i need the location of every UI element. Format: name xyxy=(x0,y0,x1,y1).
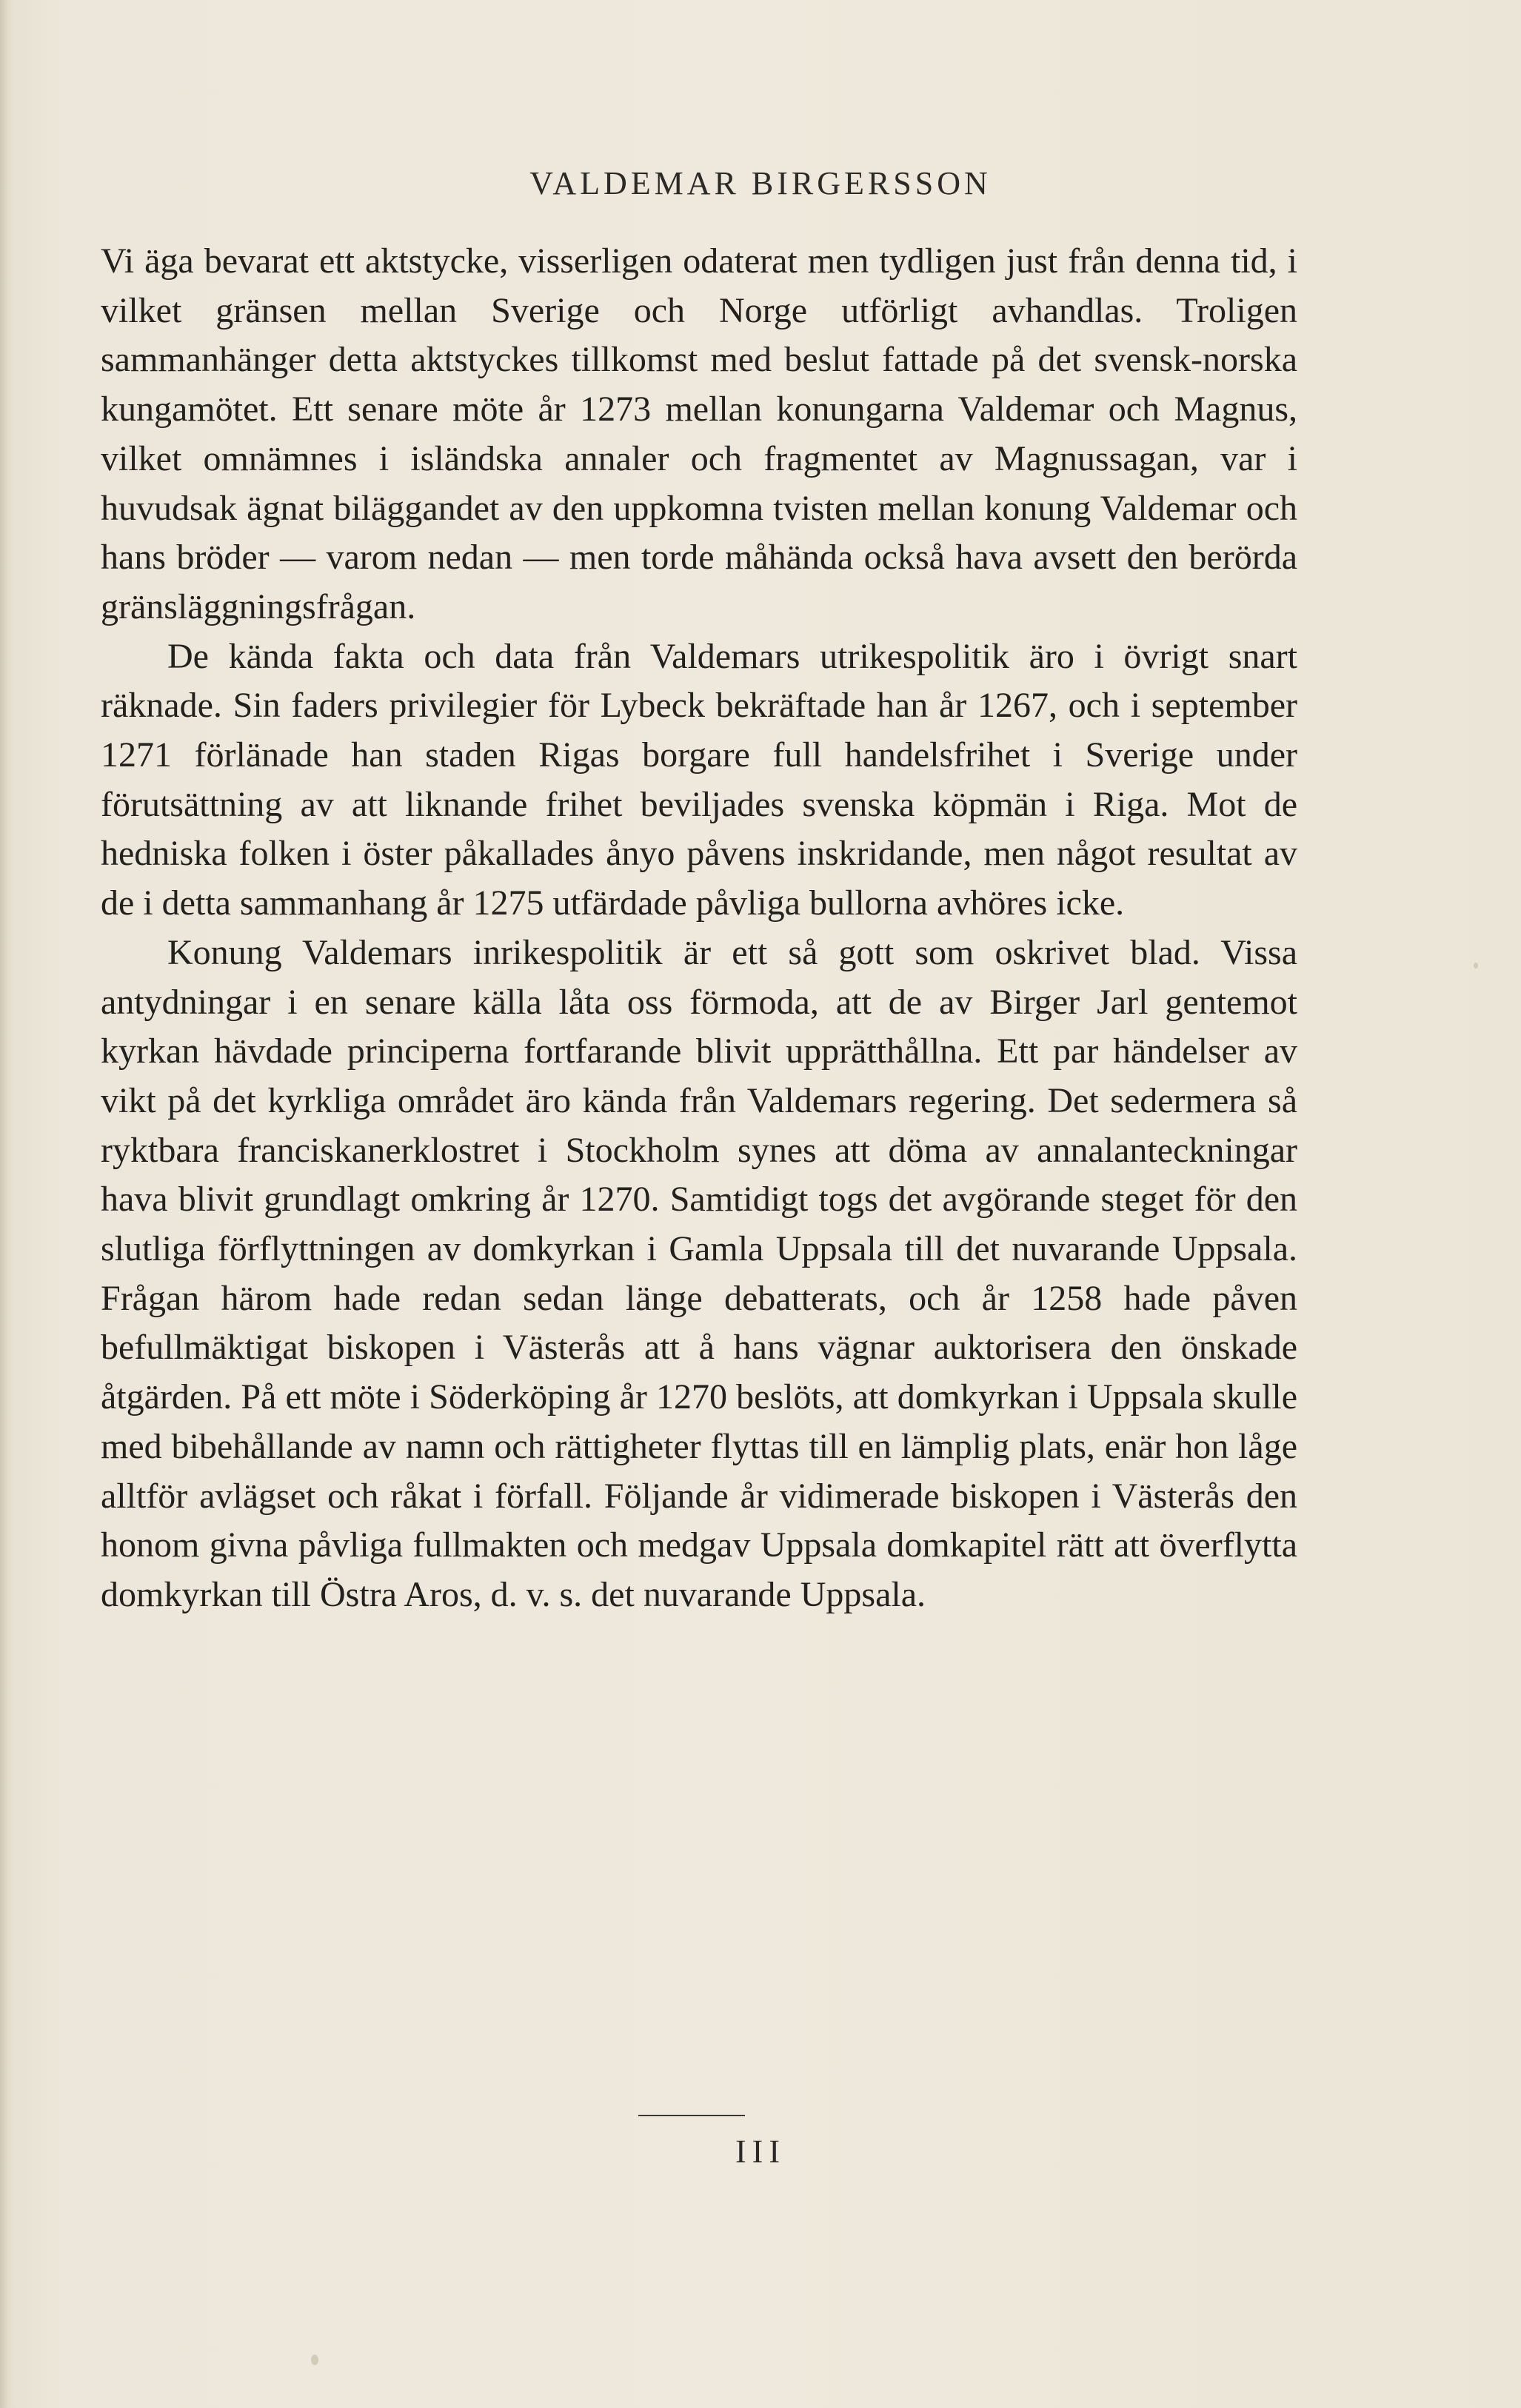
paper-blemish xyxy=(311,2355,318,2365)
page-number: III xyxy=(735,2133,786,2170)
footer-rule xyxy=(638,2115,745,2116)
paper-blemish xyxy=(1474,963,1478,969)
page-gutter-shadow xyxy=(0,0,13,2408)
paragraph-2: De kända fakta och data från Valdemars utrikespolitik äro i övrigt snart räknade. Sin faders privilegier för Lybeck bekräftade han år 1267, och i september 1271 förlänade han staden Rigas borgare full handelsfrihet i Sverige under förutsättning av att liknande frihet beviljades svenska köpmän i Riga. Mot de hedniska folken i öster påkallades ånyo påvens inskridande, men något resultat av de i detta sammanhang år 1275 utfärdade påvliga bullorna avhöres icke. xyxy=(101,636,1297,923)
paragraph-1: Vi äga bevarat ett aktstycke, visserligen odaterat men tydligen just från denna tid, i vilket gränsen mellan Sverige och Norge utförligt avhandlas. Troligen sammanhänger detta aktstyckes tillkomst med beslut fattade på det svensk-norska kungamötet. Ett senare möte år 1273 mellan konungarna Valdemar och Magnus, vilket omnämnes i isländska annaler och fragmentet av Magnussagan, var i huvudsak ägnat biläggandet av den uppkomna tvisten mellan konung Valdemar och hans bröder — varom nedan — men torde måhända också hava avsett den berörda gränsläggningsfrågan. xyxy=(101,241,1297,626)
running-head: VALDEMAR BIRGERSSON xyxy=(529,165,992,201)
body-text xyxy=(101,237,1297,1620)
paragraph-3: Konung Valdemars inrikespolitik är ett så gott som oskrivet blad. Vissa antydningar i en senare källa låta oss förmoda, att de av Birger Jarl gentemot kyrkan hävdade principerna fortfarande blivit upprätthållna. Ett par händelser av vikt på det kyrkliga området äro kända från Valdemars regering. Det sedermera så ryktbara franciskanerklostret i Stockholm synes att döma av annalanteckningar hava blivit grundlagt omkring år 1270. Samtidigt togs det avgörande steget för den slutliga förflyttningen av domkyrkan i Gamla Uppsala till det nuvarande Uppsala. Frågan härom hade redan sedan länge debatterats, och år 1258 hade påven befullmäktigat biskopen i Västerås att å hans vägnar auktorisera den önskade åtgärden. På ett möte i Söderköping år 1270 beslöts, att domkyrkan i Uppsala skulle med bibehållande av namn och rättigheter flyttas till en lämplig plats, enär hon låge alltför avlägset och råkat i förfall. Följande år vidimerade biskopen i Västerås den honom givna påvliga fullmakten och medgav Uppsala domkapitel rätt att överflytta domkyrkan till Östra Aros, d. v. s. det nuvarande Uppsala. xyxy=(101,932,1297,1614)
